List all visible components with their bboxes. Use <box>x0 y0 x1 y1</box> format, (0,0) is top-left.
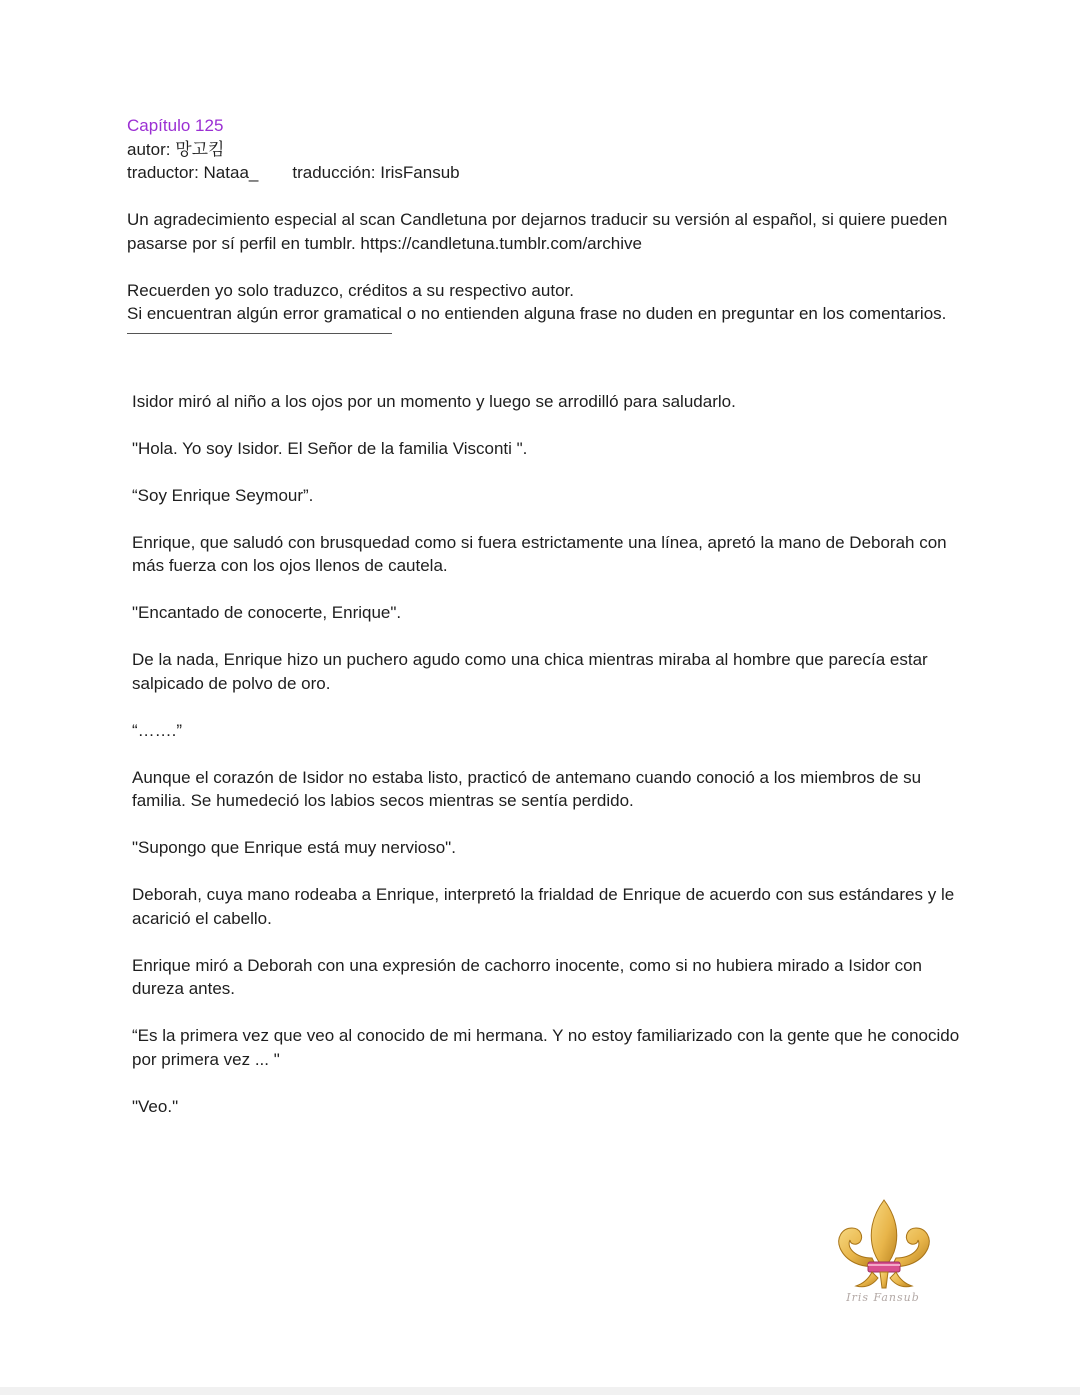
story-body <box>127 390 967 1119</box>
translator-credit: traductor: Nataa_ <box>127 163 259 182</box>
story-paragraph: “Es la primera vez que veo al conocido de mi hermana. Y no estoy familiarizado con la gente que he conocido por primera vez ... " <box>132 1026 960 1069</box>
story-paragraph: Deborah, cuya mano rodeaba a Enrique, interpretó la frialdad de Enrique de acuerdo con sus estándares y le acarició el cabello. <box>132 885 955 928</box>
reminder-note: Recuerden yo solo traduzco, créditos a su respectivo autor. <box>127 280 574 300</box>
story-paragraph: "Supongo que Enrique está muy nervioso". <box>132 838 456 857</box>
divider-line <box>127 333 392 334</box>
chapter-title: Capítulo 125 <box>127 116 224 135</box>
story-paragraph: De la nada, Enrique hizo un puchero agudo como una chica mientras miraba al hombre que parecía estar salpicado de polvo de oro. <box>132 650 928 693</box>
document-page <box>127 114 967 1142</box>
logo-caption: Iris Fansub <box>846 1291 920 1304</box>
story-paragraph: Isidor miró al niño a los ojos por un momento y luego se arrodilló para saludarlo. <box>132 391 736 411</box>
error-note: Si encuentran algún error gramatical o no entienden alguna frase no duden en preguntar en los comentarios. <box>127 304 947 323</box>
story-paragraph: Enrique miró a Deborah con una expresión de cachorro inocente, como si no hubiera mirado a Isidor con dureza antes. <box>132 955 923 998</box>
story-paragraph: Enrique, que saludó con brusquedad como si fuera estrictamente una línea, apretó la mano de Deborah con más fuerza con los ojos llenos de cautela. <box>132 532 947 575</box>
translation-group-credit: traducción: IrisFansub <box>292 163 460 182</box>
story-paragraph: “…….” <box>132 720 183 740</box>
story-paragraph: Aunque el corazón de Isidor no estaba listo, practicó de antemano cuando conoció a los miembros de su familia. Se humedeció los labios secos mientras se sentía perdido. <box>132 767 922 810</box>
author-line: autor: 망고킴 <box>127 139 225 159</box>
story-paragraph: "Hola. Yo soy Isidor. El Señor de la familia Visconti ". <box>132 438 528 458</box>
page-footer-bar <box>0 1387 1080 1395</box>
credits-line <box>127 161 967 185</box>
story-paragraph: “Soy Enrique Seymour”. <box>132 485 314 505</box>
story-paragraph: "Encantado de conocerte, Enrique". <box>132 603 402 622</box>
story-paragraph: "Veo." <box>132 1096 179 1116</box>
thanks-note: Un agradecimiento especial al scan Candletuna por dejarnos traducir su versión al español, si quiere pueden pasarse por sí perfil en tumblr. https://candletuna.tumblr.com/archive <box>127 210 948 253</box>
